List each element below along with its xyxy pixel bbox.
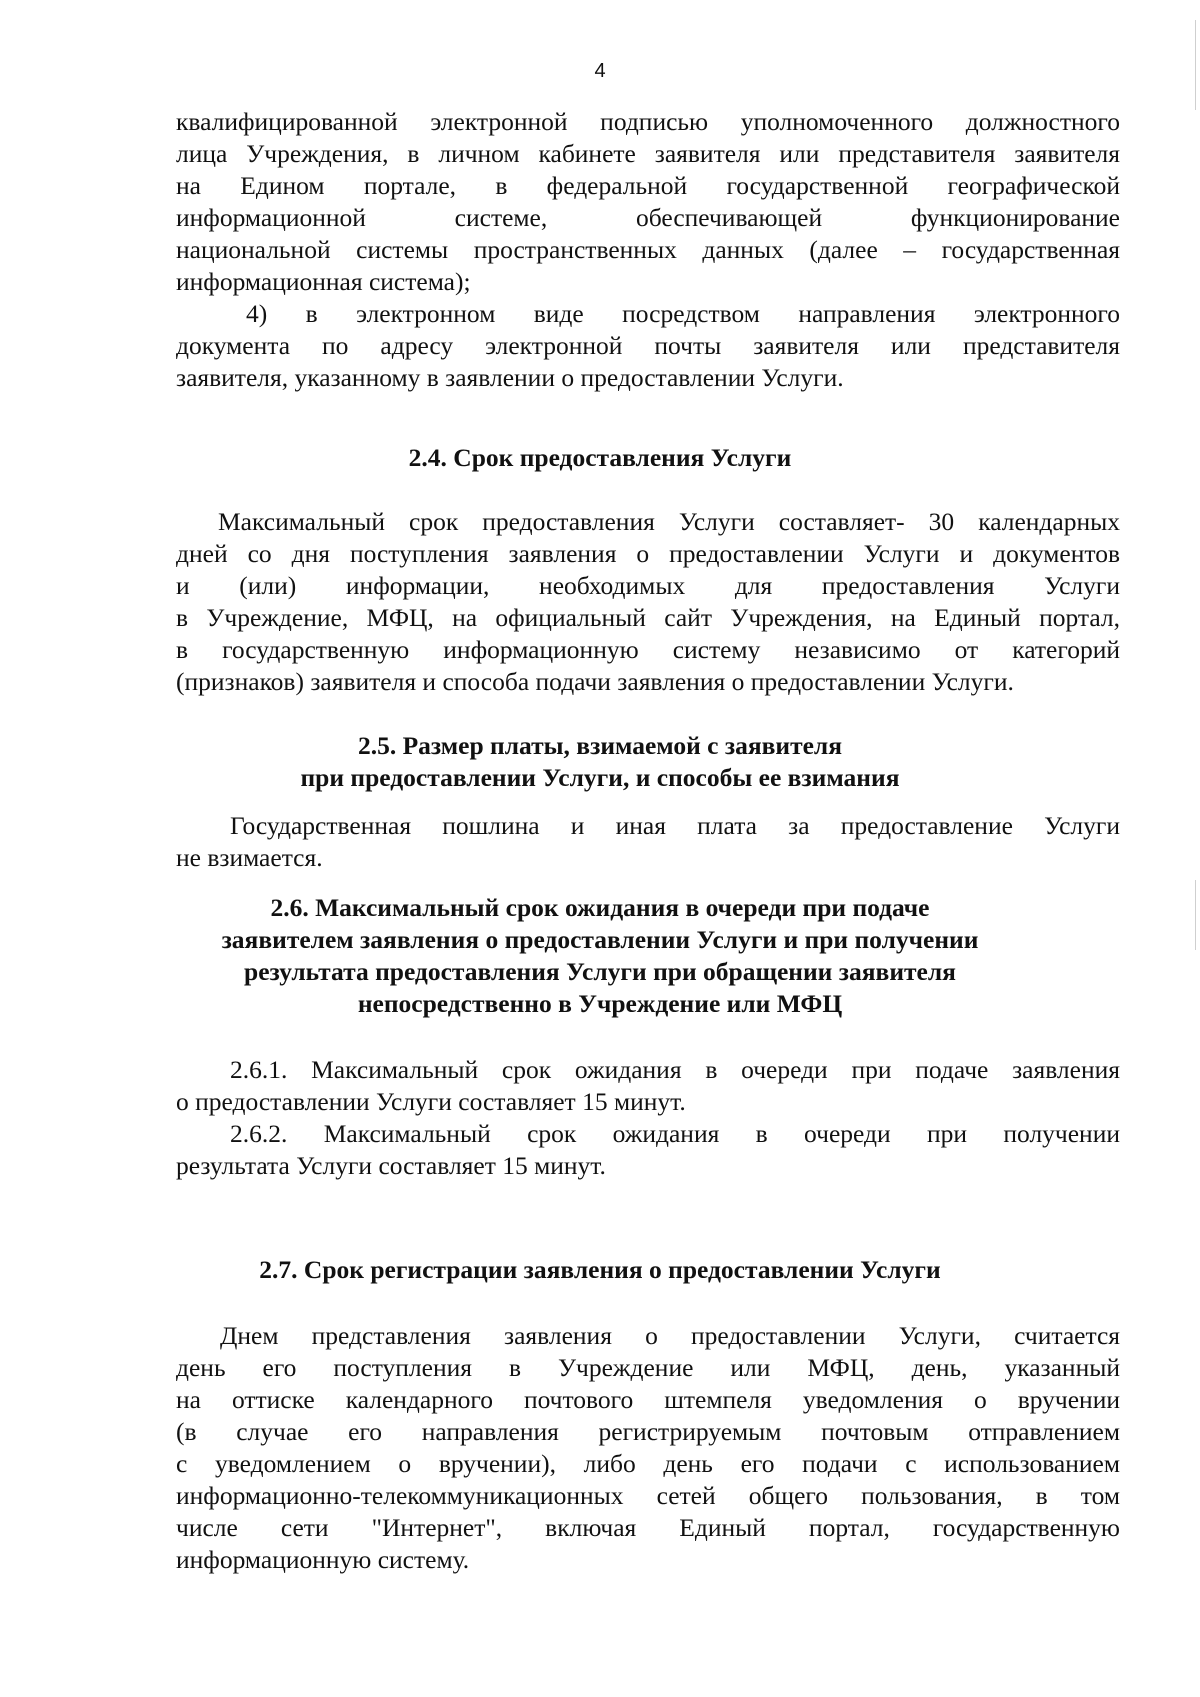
text-line: и (или) информации, необходимых для предоставления Услуги: [176, 571, 1120, 600]
heading-line: результата предоставления Услуги при обращении заявителя: [244, 957, 956, 986]
text-line: лица Учреждения, в личном кабинете заявителя или представителя заявителя: [176, 139, 1120, 168]
text-line: числе сети "Интернет", включая Единый портал, государственную: [176, 1513, 1120, 1542]
text-line: 4) в электронном виде посредством направления электронного: [246, 299, 1120, 328]
text-line: информационно-телекоммуникационных сетей общего пользования, в том: [176, 1481, 1120, 1510]
text-line: на оттиске календарного почтового штемпеля уведомления о вручении: [176, 1385, 1120, 1414]
heading-line: непосредственно в Учреждение или МФЦ: [357, 989, 843, 1018]
section-2-4-heading: [0, 442, 1200, 474]
text-line: на Едином портале, в федеральной государственной географической: [176, 171, 1120, 200]
text-line: (в случае его направления регистрируемым почтовым отправлением: [176, 1417, 1120, 1446]
text-line: информационная система);: [176, 267, 471, 296]
text-line: квалифицированной электронной подписью уполномоченного должностного: [176, 107, 1120, 136]
text-line: день его поступления в Учреждение или МФЦ, день, указанный: [176, 1353, 1120, 1382]
heading-line: 2.6. Максимальный срок ожидания в очереди при подаче: [270, 893, 930, 922]
text-line: национальной системы пространственных данных (далее – государственная: [176, 235, 1120, 264]
text-line: документа по адресу электронной почты заявителя или представителя: [176, 331, 1120, 360]
page-number: 4: [594, 60, 606, 82]
scan-edge-mark: [1195, 20, 1196, 110]
text-line: о предоставлении Услуги составляет 15 минут.: [176, 1087, 686, 1116]
text-line: в Учреждение, МФЦ, на официальный сайт Учреждения, на Единый портал,: [176, 603, 1120, 632]
text-line: 2.6.1. Максимальный срок ожидания в очереди при подаче заявления: [230, 1055, 1120, 1084]
heading-line: 2.5. Размер платы, взимаемой с заявителя: [357, 731, 843, 760]
text-line: в государственную информационную систему независимо от категорий: [176, 635, 1120, 664]
heading-line: заявителем заявления о предоставлении Услуги и при получении: [221, 925, 979, 954]
heading-line: 2.4. Срок предоставления Услуги: [408, 443, 792, 472]
text-line: дней со дня поступления заявления о предоставлении Услуги и документов: [176, 539, 1120, 568]
text-line: с уведомлением о вручении), либо день его подачи с использованием: [176, 1449, 1120, 1478]
heading-line: при предоставлении Услуги, и способы ее взимания: [300, 763, 900, 792]
intro-paragraph: [176, 106, 1120, 394]
text-line: информационную систему.: [176, 1545, 470, 1574]
section-2-7-heading: [0, 1254, 1200, 1286]
text-line: Максимальный срок предоставления Услуги составляет- 30 календарных: [218, 507, 1120, 536]
scan-edge-mark: [1195, 880, 1196, 950]
section-2-5-heading: [0, 730, 1200, 794]
text-line: результата Услуги составляет 15 минут.: [176, 1151, 606, 1180]
section-2-7-paragraph: [176, 1320, 1120, 1576]
section-2-6-heading: [0, 892, 1200, 1020]
section-2-5-paragraph: [176, 810, 1120, 874]
heading-line: 2.7. Срок регистрации заявления о предоставлении Услуги: [259, 1255, 941, 1284]
text-line: информационной системе, обеспечивающей функционирование: [176, 203, 1120, 232]
section-2-6-paragraph: [176, 1054, 1120, 1182]
text-line: 2.6.2. Максимальный срок ожидания в очереди при получении: [230, 1119, 1120, 1148]
text-line: Днем представления заявления о предоставлении Услуги, считается: [220, 1321, 1120, 1350]
text-line: заявителя, указанному в заявлении о предоставлении Услуги.: [176, 363, 844, 392]
text-line: (признаков) заявителя и способа подачи заявления о предоставлении Услуги.: [176, 667, 1014, 696]
text-line: Государственная пошлина и иная плата за предоставление Услуги: [230, 811, 1120, 840]
text-line: не взимается.: [176, 843, 323, 872]
section-2-4-paragraph: [176, 506, 1120, 698]
